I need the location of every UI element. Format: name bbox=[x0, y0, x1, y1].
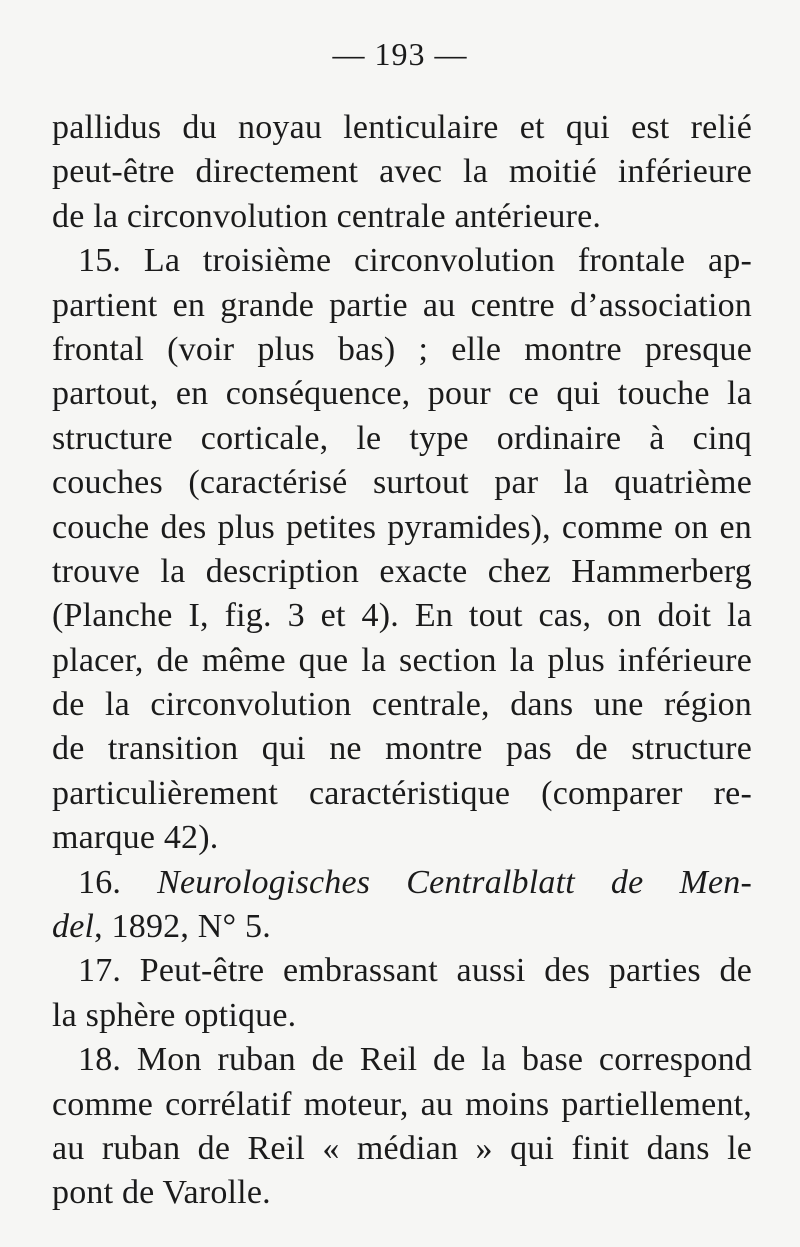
text-line: partient en grande partie au centre d’association bbox=[52, 286, 752, 324]
text-line: particulièrement caractéristique (comparer re- bbox=[52, 774, 752, 812]
text-line: placer, de même que la section la plus inférieure bbox=[52, 641, 752, 679]
text-line: la sphère optique. bbox=[52, 996, 297, 1034]
note-15-start: 15. La troisième circonvolution frontale ap- bbox=[78, 242, 752, 280]
text-line: (Planche I, fig. 3 et 4). En tout cas, on doit la bbox=[52, 597, 752, 635]
text-line: couches (caractérisé surtout par la quatrième bbox=[52, 464, 752, 502]
note-17-start: 17. Peut-être embrassant aussi des parties de bbox=[78, 952, 752, 990]
text-line: de transition qui ne montre pas de structure bbox=[52, 730, 752, 768]
text-line: peut-être directement avec la moitié inférieure bbox=[52, 153, 752, 191]
note-16-end bbox=[52, 905, 752, 949]
text-line: de la circonvolution centrale, dans une région bbox=[52, 686, 752, 724]
journal-title-end: del bbox=[52, 908, 95, 946]
journal-title: Neurologisches Centralblatt de Men- bbox=[157, 863, 752, 901]
text-line: marque 42). bbox=[52, 819, 219, 857]
citation-details: , 1892, N° 5. bbox=[94, 908, 271, 946]
text-line: couche des plus petites pyramides), comme on en bbox=[52, 508, 752, 546]
text-line: pallidus du noyau lenticulaire et qui est relié bbox=[52, 109, 752, 146]
body-text bbox=[52, 106, 752, 1216]
text-line: structure corticale, le type ordinaire à cinq bbox=[52, 419, 752, 457]
note-16-start bbox=[52, 861, 752, 905]
text-line: de la circonvolution centrale antérieure. bbox=[52, 197, 602, 235]
note-number: 16. bbox=[78, 863, 158, 901]
text-line: pont de Varolle. bbox=[52, 1174, 271, 1212]
text-line: partout, en conséquence, pour ce qui touche la bbox=[52, 375, 752, 413]
text-line: frontal (voir plus bas) ; elle montre presque bbox=[52, 330, 752, 368]
note-18-start: 18. Mon ruban de Reil de la base correspond bbox=[78, 1041, 752, 1079]
text-line: trouve la description exacte chez Hammerberg bbox=[52, 552, 752, 590]
page-number: — 193 — bbox=[332, 36, 468, 72]
text-line: comme corrélatif moteur, au moins partiellement, bbox=[52, 1085, 752, 1123]
text-line: au ruban de Reil « médian » qui finit dans le bbox=[52, 1129, 752, 1167]
